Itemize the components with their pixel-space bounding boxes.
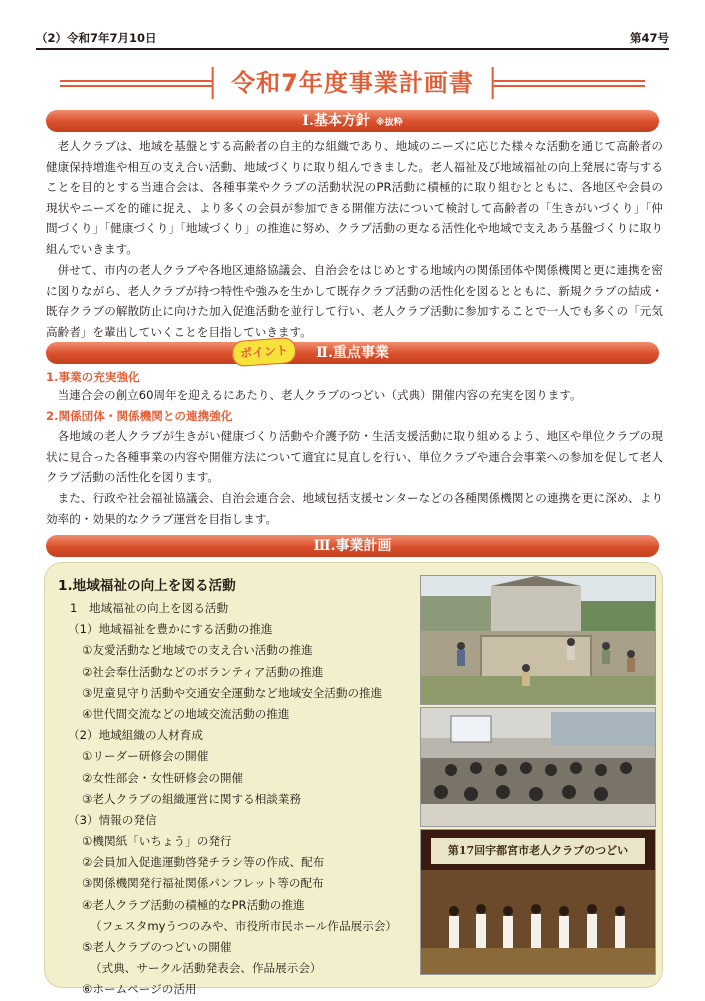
- main-title: 令和7年度事業計画書: [211, 67, 494, 99]
- priority-item-2-text-1: 各地域の老人クラブが生きがい健康づくり活動や介護予防・生活支援活動に取り組めるよう、地区や単位クラブの現状に見合った各種事業の内容や開催方法について適宜に見直しを行い、単位クラブや連合会事業への参加を促して老人クラブ活動の活性化を図ります。: [46, 429, 663, 485]
- list-item: （1）地域福祉を豊かにする活動の推進: [68, 622, 273, 637]
- photo-training-seminar: [420, 707, 656, 827]
- plan-list: [56, 598, 416, 1001]
- priority-item-2-text-2: また、行政や社会福祉協議会、自治会連合会、地域包括支援センターなどの各種関係機関との連携を更に深め、より効率的・効果的なクラブ運営を目指します。: [46, 491, 663, 526]
- photo-park-cleanup: [420, 575, 656, 705]
- list-item: ②女性部会・女性研修会の開催: [82, 770, 244, 785]
- page-header: [36, 30, 669, 46]
- list-item: ⑤老人クラブのつどいの開催: [82, 940, 232, 954]
- priority-item-2-title: 2.関係団体・関係機関との連携強化: [46, 409, 233, 423]
- list-item: （フェスタmyうつのみや、市役所市民ホール作品展示会）: [90, 918, 397, 933]
- list-item: ④世代間交流などの地域交流活動の推進: [82, 706, 290, 721]
- list-item: （2）地域組織の人材育成: [68, 728, 203, 743]
- list-item: ④老人クラブ活動の積極的なPR活動の推進: [82, 897, 305, 912]
- list-item: （3）情報の発信: [68, 812, 157, 827]
- main-title-banner: [60, 67, 645, 101]
- page-number-date: （2）令和7年7月10日: [36, 31, 157, 45]
- event-banner-text: 第17回宇都宮市老人クラブのつどい: [447, 844, 629, 857]
- section-bar-plan: [46, 535, 659, 557]
- section-bar-priority: [46, 342, 659, 364]
- header-rule: [36, 48, 669, 50]
- photo-club-gathering: [420, 829, 656, 975]
- list-item: ①友愛活動など地域での支え合い活動の推進: [82, 643, 313, 658]
- excerpt-note: ※抜粋: [375, 118, 403, 128]
- list-item: ②会員加入促進運動啓発チラシ等の作成、配布: [82, 855, 325, 870]
- list-item: ①リーダー研修会の開催: [82, 749, 209, 764]
- priority-item-1-text: 当連合会の創立60周年を迎えるにあたり、老人クラブのつどい（式典）開催内容の充実を図ります。: [57, 388, 582, 402]
- plan-box-title: 1.地域福祉の向上を図る活動: [58, 578, 236, 594]
- list-item: （式典、サークル活動発表会、作品展示会）: [90, 961, 322, 976]
- issue-number: 第47号: [629, 31, 669, 45]
- list-item: ③児童見守り活動や交通安全運動など地域安全活動の推進: [82, 685, 383, 700]
- list-item: ②社会奉仕活動などのボランティア活動の推進: [82, 664, 324, 679]
- list-item: ③老人クラブの組織運営に関する相談業務: [82, 791, 302, 806]
- basic-policy-paragraph-2: 併せて、市内の老人クラブや各地区連絡協議会、自治会をはじめとする地域内の関係団体や関係機関と更に連携を密に図りながら、老人クラブが持つ特性や強みを生かして既存クラブ活動の活性化を図るとともに、新規クラブの結成・既存クラブの解散防止に向けた加入促進活動を並行して行い、老人クラブ活動に参加することで一人でも多くの「元気高齢者」を輩出していくことを目指していきます。: [46, 263, 663, 339]
- list-item: ⑥ホームページの活用: [82, 982, 197, 997]
- point-badge: ポイント: [231, 337, 297, 367]
- section-title: Ⅱ.重点事業: [316, 345, 389, 361]
- priority-item-1-title: 1.事業の充実強化: [46, 370, 140, 384]
- section-title: Ⅲ.事業計画: [313, 538, 392, 554]
- section-title: Ⅰ.基本方針: [302, 113, 370, 129]
- section-bar-basic-policy: [46, 110, 659, 132]
- list-item: ①機関紙「いちょう」の発行: [82, 834, 232, 849]
- list-item: 1 地域福祉の向上を図る活動: [70, 601, 229, 615]
- basic-policy-paragraph-1: 老人クラブは、地域を基盤とする高齢者の自主的な組織であり、地域のニーズに応じた様々な活動を通じて高齢者の健康保持増進や相互の支え合い活動、地域づくりに取り組んできました。老人福祉及び地域福祉の向上発展に寄与することを目的とする当連合会は、各種事業やクラブの活動状況のPR活動に積極的に取り組むとともに、各地区や会員の現状やニーズを的確に捉え、より多くの会員が参加できる開催方法について検討して高齢者の「生きがいづくり」「仲間づくり」「健康づくり」「地域づくり」の推進に努め、クラブ活動の更なる活性化や地域で支えあう基盤づくりに取り組んでいきます。: [46, 139, 663, 256]
- list-item: ③関係機関発行福祉関係パンフレット等の配布: [82, 876, 324, 891]
